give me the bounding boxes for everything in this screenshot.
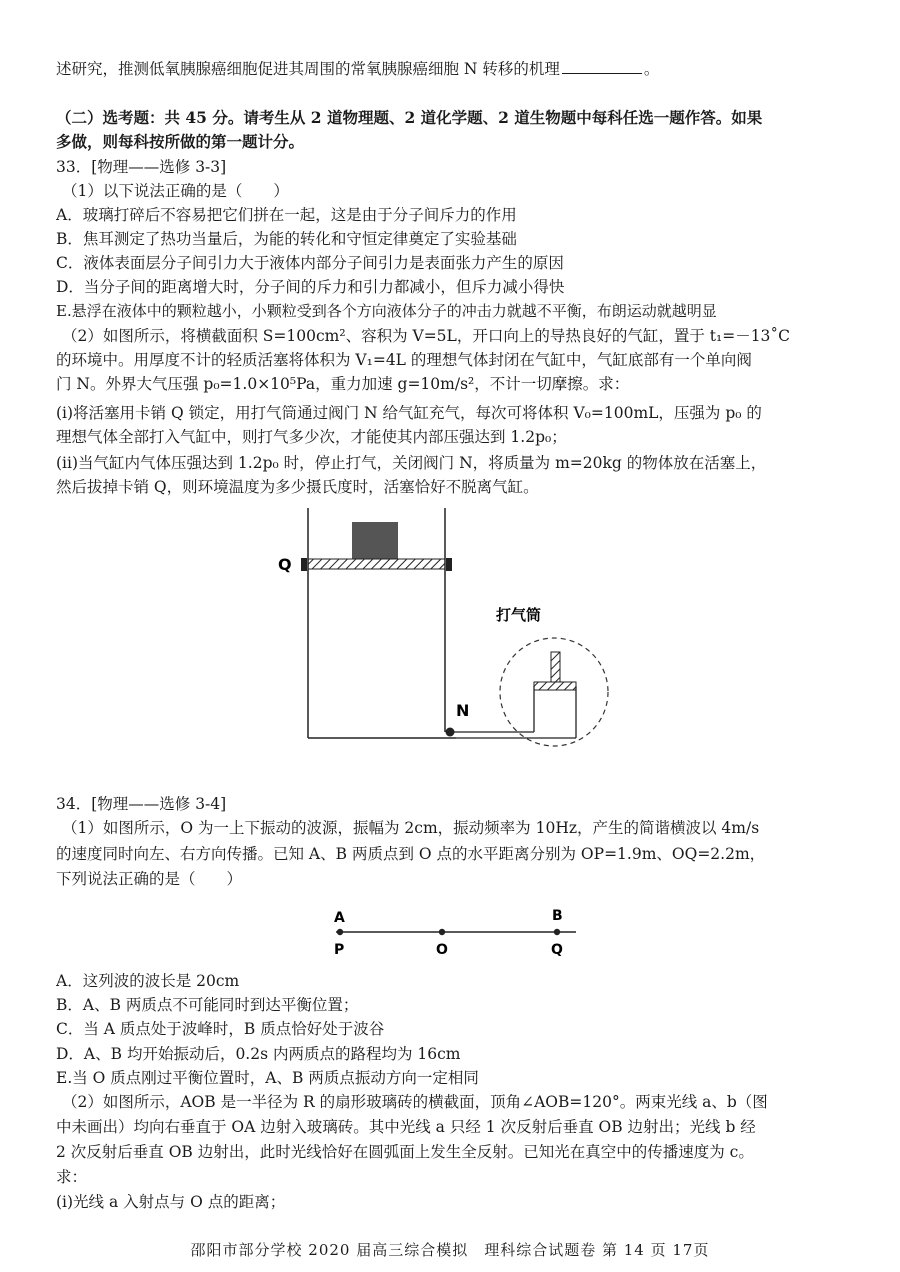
page-footer: 邵阳市部分学校 2020 届高三综合模拟 理科综合试题卷 第 14 页 17页 <box>190 1241 710 1259</box>
q34-option-d: D．A、B 均开始振动后，0.2s 内两质点的路程均为 16cm <box>56 1045 461 1063</box>
pin-q-right <box>446 558 452 571</box>
piston <box>308 559 445 569</box>
cylinder-figure <box>270 500 630 762</box>
label-o: O <box>436 942 448 958</box>
q33-part1-stem: （1）以下说法正确的是（ ） <box>62 182 289 200</box>
elective-header-1: （二）选考题：共 45 分。请考生从 2 道物理题、2 道化学题、2 道生物题中每科任选一题作答。如果 <box>56 108 763 127</box>
q33-option-c: C．液体表面层分子间引力大于液体内部分子间引力是表面张力产生的原因 <box>56 254 564 272</box>
mass-block <box>352 522 398 559</box>
pump-piston <box>534 682 576 690</box>
q33-part2-line: 然后拔掉卡销 Q，则环境温度为多少摄氏度时，活塞恰好不脱离气缸。 <box>56 478 539 496</box>
q33-option-d: D．当分子间的距离增大时，分子间的斥力和引力都减小，但斥力减小得快 <box>56 278 565 296</box>
q34-option-c: C．当 A 质点处于波峰时，B 质点恰好处于波谷 <box>56 1020 385 1038</box>
q34-part1-line: 的速度同时向左、右方向传播。已知 A、B 两质点到 O 点的水平距离分别为 OP=1.9m、OQ=2.2m， <box>56 845 766 863</box>
pin-q-left <box>301 558 307 571</box>
q34-part2-line: 2 次反射后垂直 OB 边射出，此时光线恰好在圆弧面上发生全反射。已知光在真空中的传播速度为 c。 <box>56 1143 754 1161</box>
pump-rod <box>551 652 560 682</box>
q34-part2-line: （2）如图所示，AOB 是一半径为 R 的扇形玻璃砖的横截面，顶角∠AOB=120°。两束光线 a、b（图 <box>62 1093 768 1111</box>
q33-title: 33．[物理——选修 3-3] <box>56 158 227 176</box>
q33-option-b: B．焦耳测定了热功当量后，为能的转化和守恒定律奠定了实验基础 <box>56 230 517 248</box>
label-pump: 打气筒 <box>496 606 542 624</box>
point-a <box>337 929 343 935</box>
elective-header-2: 多做，则每科按所做的第一题计分。 <box>56 132 305 151</box>
q34-option-e: E.当 O 质点刚过平衡位置时，A、B 两质点振动方向一定相同 <box>56 1069 479 1087</box>
q34-title: 34．[物理——选修 3-4] <box>56 795 227 813</box>
answer-blank <box>562 59 642 74</box>
intro-end: 。 <box>643 60 660 78</box>
q34-part2-line: (i)光线 a 入射点与 O 点的距离； <box>56 1193 286 1211</box>
q33-part2-line: （2）如图所示，将横截面积 S=100cm²、容积为 V=5L，开口向上的导热良好的气缸，置于 t₁=－13˚C <box>62 327 791 345</box>
q33-option-a: A．玻璃打碎后不容易把它们拼在一起，这是由于分子间斥力的作用 <box>56 206 517 224</box>
q34-option-b: B．A、B 两质点不可能同时到达平衡位置； <box>56 996 359 1014</box>
q34-part1-line: 下列说法正确的是（ ） <box>56 870 243 888</box>
q33-part2-line: 门 N。外界大气压强 p₀=1.0×10⁵Pa，重力加速 g=10m/s²，不计一切摩擦。求： <box>56 375 630 393</box>
q34-part2-line: 中未画出）均向右垂直于 OA 边射入玻璃砖。其中光线 a 只经 1 次反射后垂直 OB 边射出；光线 b 经 <box>56 1118 756 1136</box>
q34-part1-line: （1）如图所示，O 为一上下振动的波源，振幅为 2cm，振动频率为 10Hz，产生的简谐横波以 4m/s <box>62 819 760 837</box>
point-b <box>554 929 560 935</box>
point-o <box>439 929 445 935</box>
q33-part2-line: (ii)当气缸内气体压强达到 1.2p₀ 时，停止打气，关闭阀门 N，将质量为 m=20kg 的物体放在活塞上， <box>56 454 767 472</box>
label-p: P <box>334 942 345 958</box>
q34-option-a: A．这列波的波长是 20cm <box>56 972 240 990</box>
label-a: A <box>334 910 345 926</box>
intro-text: 述研究，推测低氧胰腺癌细胞促进其周围的常氧胰腺癌细胞 N 转移的机理 <box>56 60 560 78</box>
q33-option-e: E.悬浮在液体中的颗粒越小，小颗粒受到各个方向液体分子的冲击力就越不平衡，布朗运动就越明显 <box>56 302 717 320</box>
label-q2: Q <box>551 942 563 958</box>
q34-part2-line: 求： <box>56 1168 88 1186</box>
intro-line <box>56 58 856 80</box>
q33-part2-line: (i)将活塞用卡销 Q 锁定，用打气筒通过阀门 N 给气缸充气，每次可将体积 V₀=100mL，压强为 p₀ 的 <box>56 404 762 422</box>
label-q: Q <box>278 555 292 574</box>
label-b: B <box>552 908 563 924</box>
label-n: N <box>456 701 470 720</box>
q33-part2-line: 理想气体全部打入气缸中，则打气多少次，才能使其内部压强达到 1.2p₀； <box>56 428 567 446</box>
q33-part2-line: 的环境中。用厚度不计的轻质活塞将体积为 V₁=4L 的理想气体封闭在气缸中，气缸底部有一个单向阀 <box>56 351 752 369</box>
wave-points-figure <box>322 904 582 962</box>
